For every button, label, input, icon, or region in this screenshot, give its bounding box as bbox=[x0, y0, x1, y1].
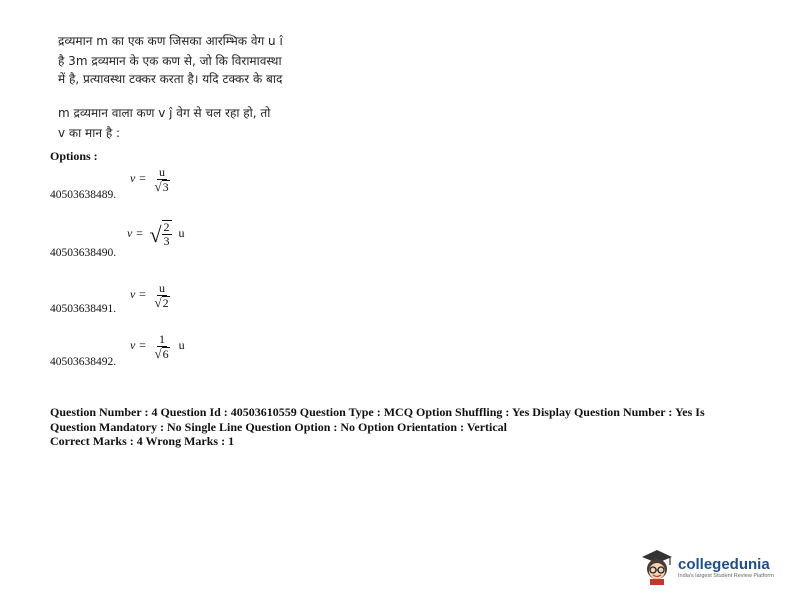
option-1-formula bbox=[130, 166, 172, 193]
option-1-denominator: √ 3 bbox=[154, 179, 169, 194]
option-1-fraction bbox=[152, 166, 171, 193]
option-2-root-numerator: 2 bbox=[163, 220, 170, 234]
question-line-1: द्रव्यमान m का एक कण जिसका आरम्भिक वेग u î bbox=[58, 34, 283, 48]
question-info bbox=[50, 405, 750, 449]
option-1-id[interactable]: 40503638489. bbox=[50, 189, 117, 201]
option-4-formula bbox=[130, 333, 185, 360]
question-info-line-3: Correct Marks : 4 Wrong Marks : 1 bbox=[50, 434, 235, 448]
option-4-lhs: v = bbox=[130, 338, 147, 353]
option-2-factor: u bbox=[178, 225, 185, 240]
option-3-lhs: v = bbox=[130, 287, 147, 302]
options-label: Options : bbox=[50, 149, 98, 163]
option-2-root-denominator: 3 bbox=[163, 234, 170, 248]
question-line-5: v का मान है : bbox=[58, 126, 121, 140]
option-4-fraction bbox=[152, 333, 171, 360]
question-info-line-1: Question Number : 4 Question Id : 40503610559 Question Type : MCQ Option Shuffling : Yes Display Question Number : Yes Is bbox=[50, 405, 705, 419]
question-info-line-2: Question Mandatory : No Single Line Question Option : No Option Orientation : Vertical bbox=[50, 419, 508, 434]
option-3-id[interactable]: 40503638491. bbox=[50, 303, 117, 315]
option-4-numerator: 1 bbox=[159, 332, 165, 346]
option-1-numerator: u bbox=[159, 165, 165, 179]
option-3-fraction bbox=[152, 282, 171, 309]
option-4-factor: u bbox=[178, 338, 185, 353]
option-2-formula bbox=[127, 220, 185, 248]
sqrt-icon: √ bbox=[149, 222, 162, 247]
option-2-root bbox=[149, 220, 171, 248]
sqrt-icon: √ bbox=[154, 295, 162, 310]
option-3-denominator: √ 2 bbox=[154, 295, 169, 310]
option-2-lhs: v = bbox=[127, 225, 144, 240]
option-2-id[interactable]: 40503638490. bbox=[50, 247, 117, 259]
option-4-id[interactable]: 40503638492. bbox=[50, 356, 117, 368]
option-4-denominator: √ 6 bbox=[154, 346, 169, 361]
logo-tagline: India's largest Student Review Platform bbox=[678, 572, 774, 579]
sqrt-icon: √ bbox=[154, 346, 162, 361]
option-3-formula bbox=[130, 282, 172, 309]
sqrt-icon: √ bbox=[154, 179, 162, 194]
logo-brand: collegedunia bbox=[678, 555, 770, 573]
option-3-numerator: u bbox=[159, 281, 165, 295]
question-line-3: में है, प्रत्यावस्था टक्कर करता है। यदि टक्कर के बाद bbox=[58, 72, 283, 86]
student-mascot-icon bbox=[640, 548, 674, 586]
option-2-fraction bbox=[162, 220, 172, 248]
question-line-2: है 3m द्रव्यमान के एक कण से, जो कि विरामावस्था bbox=[58, 54, 282, 68]
question-line-4: m द्रव्यमान वाला कण v ĵ वेग से चल रहा हो, तो bbox=[58, 106, 271, 120]
option-1-lhs: v = bbox=[130, 171, 147, 186]
collegedunia-logo bbox=[640, 548, 774, 586]
